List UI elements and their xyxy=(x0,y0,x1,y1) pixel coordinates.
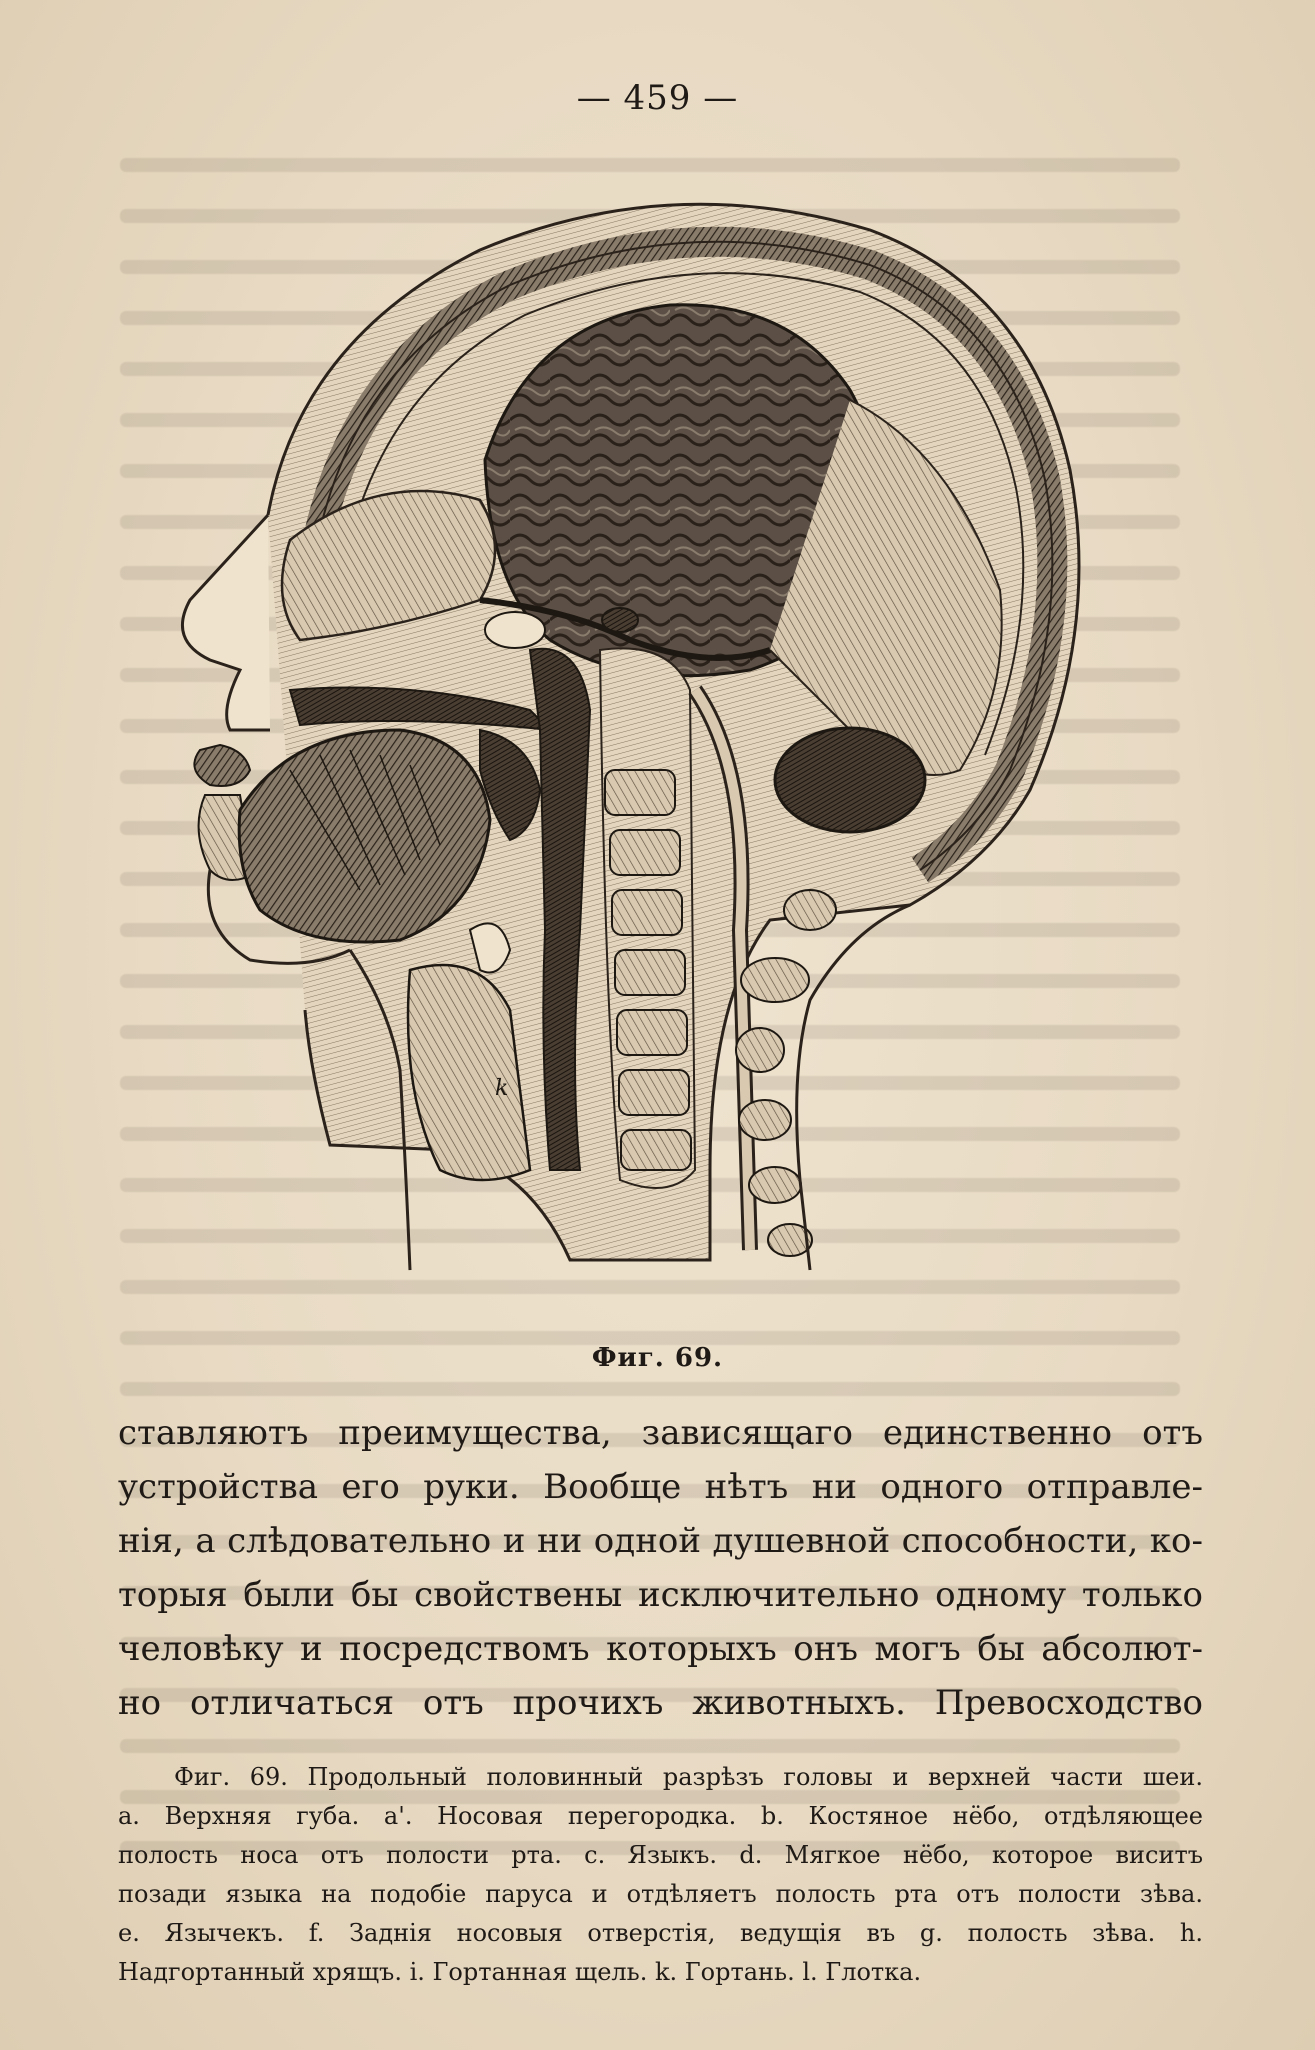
body-paragraph xyxy=(118,1406,1203,1730)
anatomical-illustration xyxy=(150,170,1170,1290)
legend-line: полость носа отъ полости рта. c. Языкъ. d. Мягкое нёбо, которое виситъ xyxy=(118,1841,1203,1869)
cervical-vertebrae xyxy=(600,648,695,1188)
nasal-cavity xyxy=(182,515,270,730)
legend-line: Фиг. 69. Продольный половинный разрѣзъ головы и верхней части шеи. xyxy=(174,1763,1203,1791)
pituitary xyxy=(602,608,638,632)
body-line: человѣку и посредствомъ которыхъ онъ могъ бы абсолют- xyxy=(118,1629,1203,1669)
upper-lip xyxy=(194,745,250,786)
body-line: устройства его руки. Вообще нѣтъ ни одного отправле- xyxy=(118,1467,1203,1507)
sphenoid-sinus xyxy=(485,612,545,648)
legend-line: позади языка на подобіе паруса и отдѣляетъ полость рта отъ полости зѣва. xyxy=(118,1880,1203,1908)
body-line: ставляютъ преимущества, зависящаго единственно отъ xyxy=(118,1413,1203,1453)
neck-outline xyxy=(797,905,910,1270)
figure-letter-k: k xyxy=(495,1076,509,1101)
head-sagittal-section-drawing xyxy=(150,170,1170,1290)
page-number: — 459 — xyxy=(576,78,739,118)
legend-line: Надгортанный хрящъ. i. Гортанная щель. k. Гортань. l. Глотка. xyxy=(118,1958,922,1986)
figure-caption-label: Фиг. 69. xyxy=(591,1343,724,1373)
body-line: но отличаться отъ прочихъ животныхъ. Превосходство xyxy=(118,1683,1203,1723)
figure-legend xyxy=(118,1758,1203,1992)
body-line: торыя были бы свойствены исключительно одному только xyxy=(118,1575,1203,1615)
legend-line: e. Язычекъ. f. Заднія носовыя отверстія, ведущія въ g. полость зѣва. h. xyxy=(118,1919,1203,1947)
body-line: нія, а слѣдовательно и ни одной душевной способности, ко- xyxy=(118,1521,1203,1561)
cerebellum xyxy=(775,728,925,832)
legend-line: a. Верхняя губа. a'. Носовая перегородка. b. Костяное нёбо, отдѣляющее xyxy=(118,1802,1203,1830)
